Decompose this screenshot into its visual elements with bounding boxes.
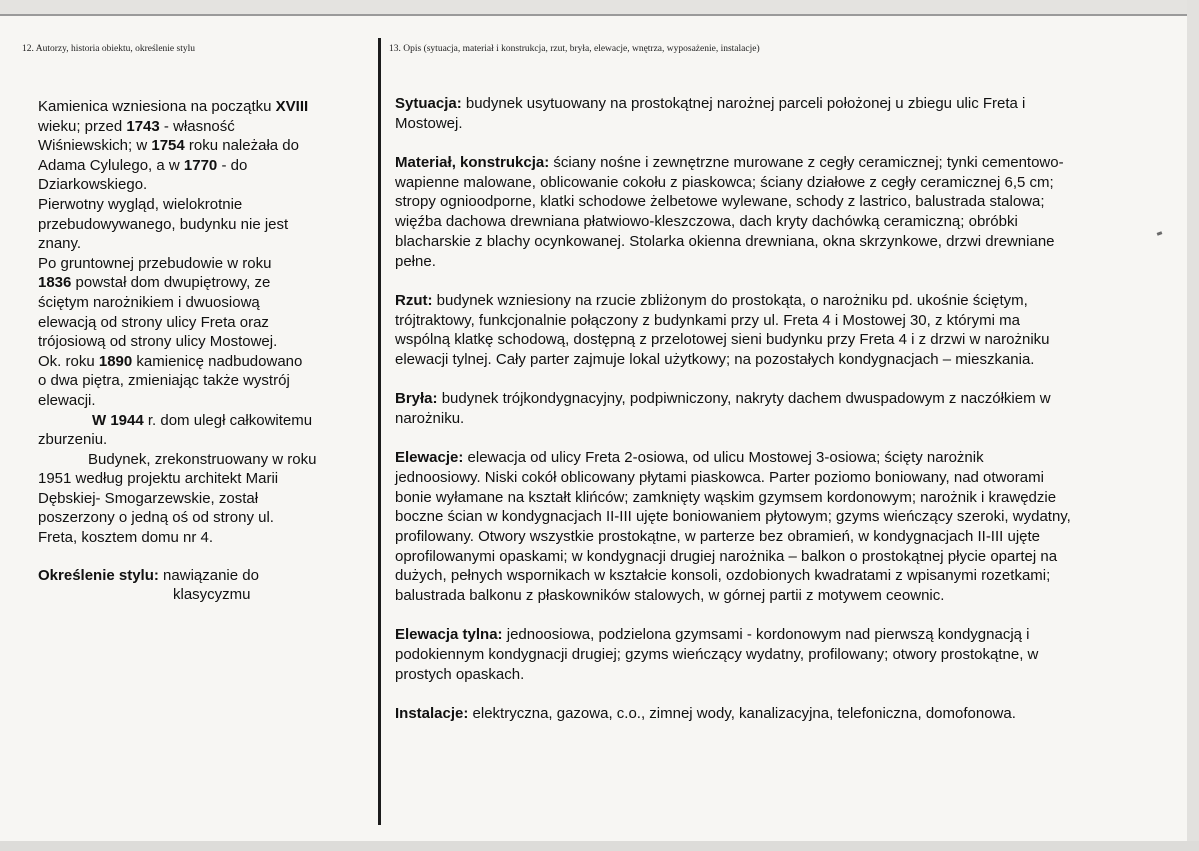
scan-speck	[1157, 231, 1163, 236]
rear-elevation-text: jednoosiowa, podzielona gzymsami - kordonowym nad pierwszą kondygnacją i podokiennym kondygnacji drugiej; gzyms wieńczący wydatny, profilowany; otwory prostokątne, w prostych opaskach.	[395, 626, 1039, 683]
spacer	[38, 548, 364, 566]
history-line: trójosiową od strony ulicy Mostowej.	[38, 333, 278, 351]
style-value: klasycyzmu	[173, 586, 251, 604]
installations-section	[395, 704, 1071, 724]
history-line: znany.	[38, 235, 82, 253]
plan-text: budynek wzniesiony na rzucie zbliżonym do prostokąta, o narożniku pd. ukośnie ściętym, trójtraktowy, funkcjonalnie połączony z budynkami przy ul. Freta 4 i Mostowej 30, z którymi ma wspólną klatkę schodową, dostępną z przelotowej sieni budynku przy Freta 4 i z drzwi w narożniku elewacji tylnej. Cały parter zajmuje lokal użytkowy; na pozostałych kondygnacjach – mieszkania.	[395, 291, 1050, 368]
history-line: Adama Cylulego, a w 1770 - do	[38, 156, 248, 174]
history-line: Ok. roku 1890 kamienicę nadbudowano	[38, 352, 303, 370]
history-line: 1951 według projektu architekt Marii	[38, 470, 279, 488]
material-label: Materiał, konstrukcja:	[395, 154, 550, 171]
history-line: Wiśniewskich; w 1754 roku należała do	[38, 137, 299, 155]
plan-label: Rzut:	[395, 291, 433, 309]
description-column	[395, 94, 1071, 743]
history-line: poszerzony o jedną oś od strony ul.	[38, 509, 274, 527]
scan-bottom-edge	[0, 841, 1199, 851]
history-line: ściętym narożnikiem i dwuosiową	[38, 293, 260, 311]
mass-text: budynek trójkondygnacyjny, podpiwniczony, nakryty dachem dwuspadowym z naczółkiem w narożniku.	[395, 390, 1051, 427]
style-definition: Określenie stylu: nawiązanie do	[38, 566, 259, 584]
rear-elevation-label: Elewacja tylna:	[395, 626, 503, 644]
style-label: Określenie stylu:	[38, 566, 159, 584]
scan-right-edge	[1187, 0, 1199, 851]
situation-text: budynek usytuowany na prostokątnej narożnej parceli położonej u zbiegu ulic Freta i Mostowej.	[395, 95, 1026, 132]
history-line: zburzeniu.	[38, 431, 108, 449]
history-line: Pierwotny wygląd, wielokrotnie	[38, 195, 243, 213]
situation-section	[395, 94, 1071, 133]
installations-text: elektryczna, gazowa, c.o., zimnej wody, kanalizacyjna, telefoniczna, domofonowa.	[468, 705, 1016, 723]
history-line: Dębskiej- Smogarzewskie, został	[38, 489, 259, 507]
history-line: Freta, kosztem domu nr 4.	[38, 529, 214, 547]
history-line: elewacją od strony ulicy Freta oraz	[38, 313, 269, 331]
installations-label: Instalacje:	[395, 705, 469, 723]
history-line: Kamienica wzniesiona na początku XVIII	[38, 98, 309, 115]
elevations-section	[395, 448, 1071, 606]
scan-top-rule	[0, 14, 1199, 16]
material-section	[395, 153, 1071, 271]
history-line: wieku; przed 1743 - własność	[38, 117, 235, 135]
section-12-header: 12. Autorzy, historia obiektu, określenie stylu	[22, 44, 195, 54]
history-line: Budynek, zrekonstruowany w roku	[88, 450, 317, 468]
rear-elevation-section	[395, 625, 1071, 684]
mass-label: Bryła:	[395, 390, 438, 408]
history-line: elewacji.	[38, 391, 96, 409]
history-line: Dziarkowskiego.	[38, 176, 148, 194]
history-column	[38, 97, 364, 605]
history-line: o dwa piętra, zmieniając także wystrój	[38, 372, 290, 390]
history-line: Po gruntownej przebudowie w roku	[38, 254, 272, 272]
mass-section	[395, 389, 1071, 428]
situation-label: Sytuacja:	[395, 95, 462, 112]
history-line: W 1944 r. dom uległ całkowitemu	[92, 411, 313, 429]
history-line: 1836 powstał dom dwupiętrowy, ze	[38, 274, 271, 292]
history-line: przebudowywanego, budynku nie jest	[38, 215, 289, 233]
elevations-label: Elewacje:	[395, 449, 464, 467]
scan-top-edge	[0, 0, 1199, 14]
material-text: ściany nośne i zewnętrzne murowane z cegły ceramicznej; tynki cementowo-wapienne malowane, oblicowanie cokołu z piaskowca; ściany działowe z cegły ceramicznej 6,5 cm; stropy ognioodporne, klatki schodowe żelbetowe wylewane, schody z lastrico, balustrada stalowa; więźba dachowa drewniana płatwiowo-kleszczowa, dach kryty dachówką ceramiczną; obróbki blacharskie z blachy ocynkowanej. Stolarka okienna drewniana, okna skrzynkowe, drzwi drewniane pełne.	[395, 154, 1064, 270]
elevations-text: elewacja od ulicy Freta 2-osiowa, od ulicu Mostowej 3-osiowa; ścięty narożnik jednoosiowy. Niski cokół oblicowany płytami piaskowca. Parter poziomo boniowany, nad otworami bonie wyłamane na kształt klińców; zamknięty wąskim gzymsem kordonowym; narożnik i krawędzie boczne ścian w kondygnacjach II-III ujęte boniowaniem płytowym; gzyms wieńczący szeroki, wydatny, profilowany. Otwory wszystkie prostokątne, w parterze bez obramień, w kondygnacjach II-III ujęte oprofilowanymi opaskami; w kondygnacji drugiej narożnika – balkon o prostokątnej płycie opartej na dużych, pełnych wspornikach w kształcie konsoli, ozdobionych kwadratami z wpisanymi rozetkami; balustrada balkonu z płaskowników stalowych, w górnej partii z motywem ceownic.	[395, 449, 1071, 605]
section-13-header: 13. Opis (sytuacja, materiał i konstrukcja, rzut, bryła, elewacje, wnętrza, wyposażenie, instalacje)	[389, 44, 760, 54]
plan-section	[395, 291, 1071, 370]
column-divider	[378, 38, 381, 825]
